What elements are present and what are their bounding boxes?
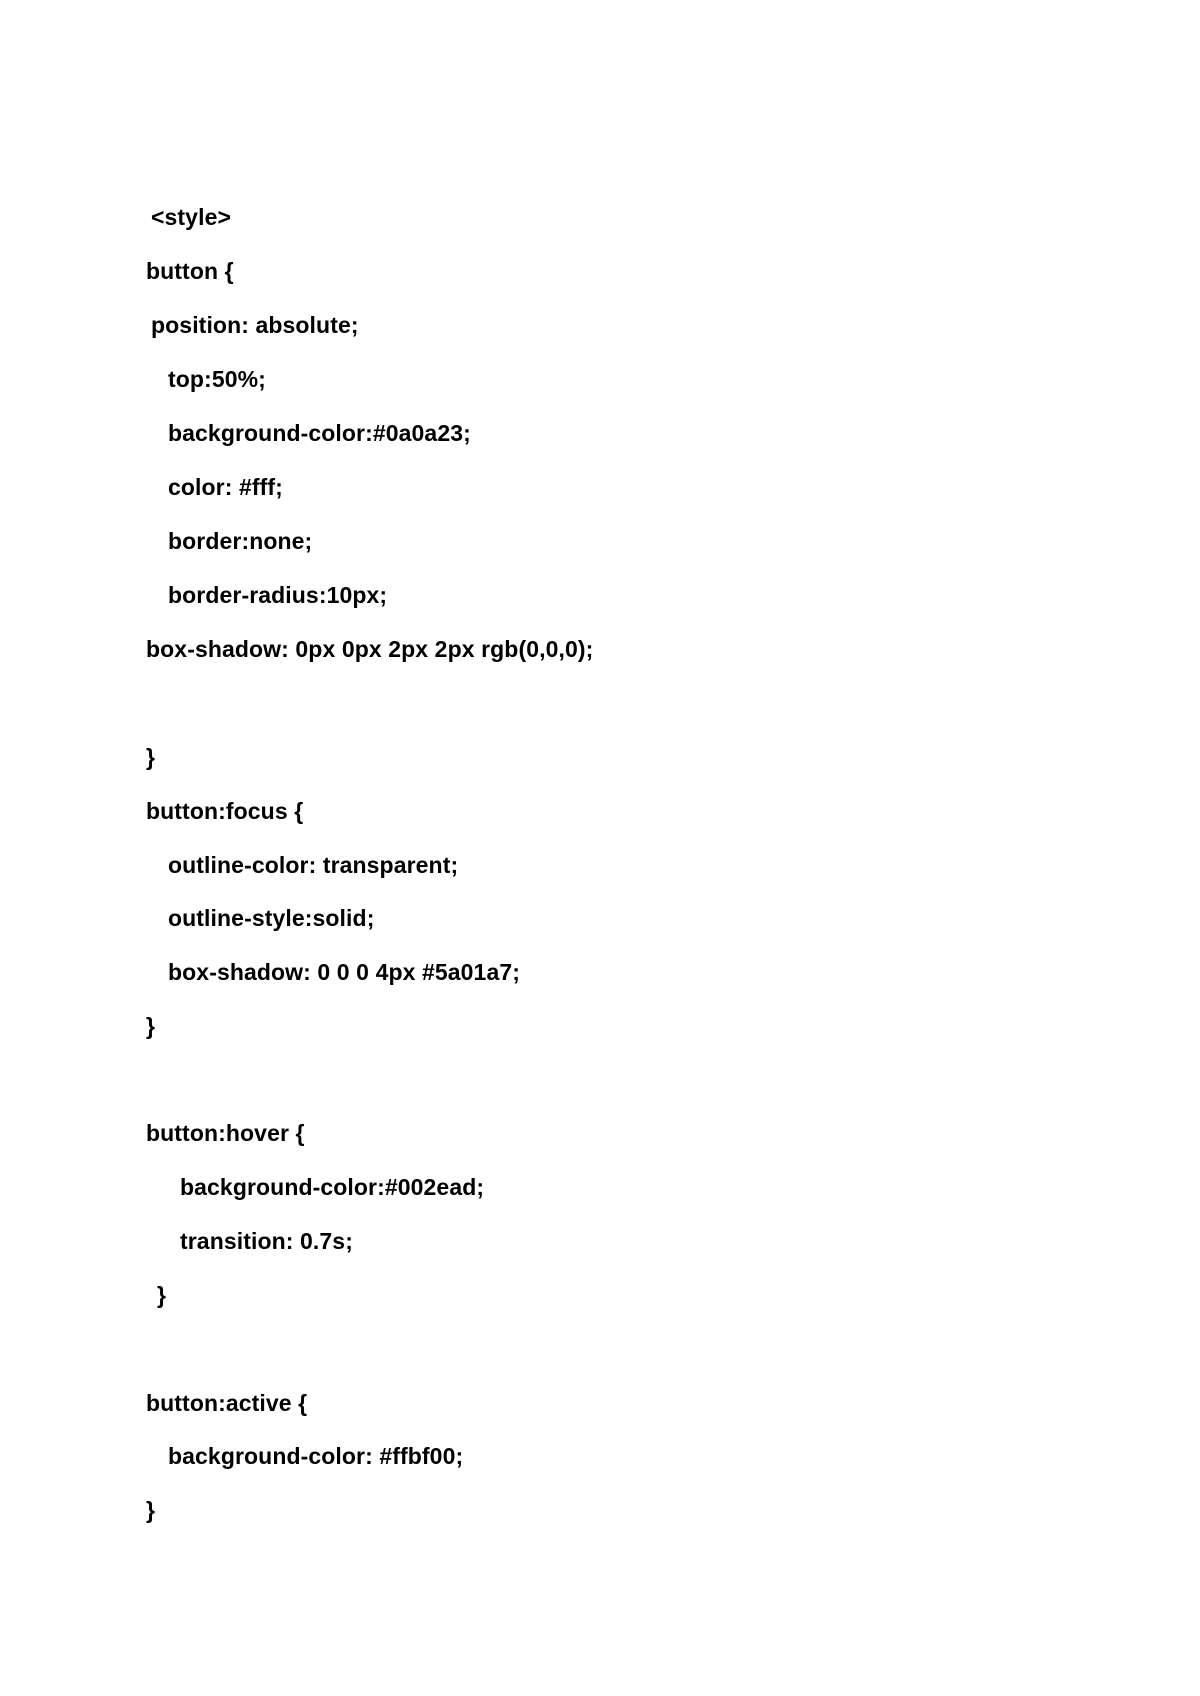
button-rule-selector: button { <box>146 258 234 284</box>
active-rule-selector: button:active { <box>146 1390 308 1416</box>
button-background-declaration: background-color:#0a0a23; <box>168 420 471 446</box>
focus-rule-close: } <box>146 1013 156 1039</box>
focus-outline-style-declaration: outline-style:solid; <box>168 905 375 931</box>
button-box-shadow-declaration: box-shadow: 0px 0px 2px 2px rgb(0,0,0); <box>146 636 594 662</box>
focus-outline-color-declaration: outline-color: transparent; <box>168 852 459 878</box>
button-position-declaration: position: absolute; <box>151 312 359 338</box>
active-background-declaration: background-color: #ffbf00; <box>168 1443 464 1469</box>
button-border-radius-declaration: border-radius:10px; <box>168 582 388 608</box>
button-top-declaration: top:50%; <box>168 366 266 392</box>
hover-rule-close: } <box>157 1282 167 1308</box>
button-border-declaration: border:none; <box>168 528 313 554</box>
hover-rule-selector: button:hover { <box>146 1120 305 1146</box>
button-rule-close: } <box>146 744 156 770</box>
hover-transition-declaration: transition: 0.7s; <box>180 1228 353 1254</box>
active-rule-close: } <box>146 1497 156 1523</box>
focus-rule-selector: button:focus { <box>146 798 304 824</box>
style-open-tag: <style> <box>151 204 231 230</box>
focus-box-shadow-declaration: box-shadow: 0 0 0 4px #5a01a7; <box>168 959 520 985</box>
button-color-declaration: color: #fff; <box>168 474 283 500</box>
hover-background-declaration: background-color:#002ead; <box>180 1174 485 1200</box>
